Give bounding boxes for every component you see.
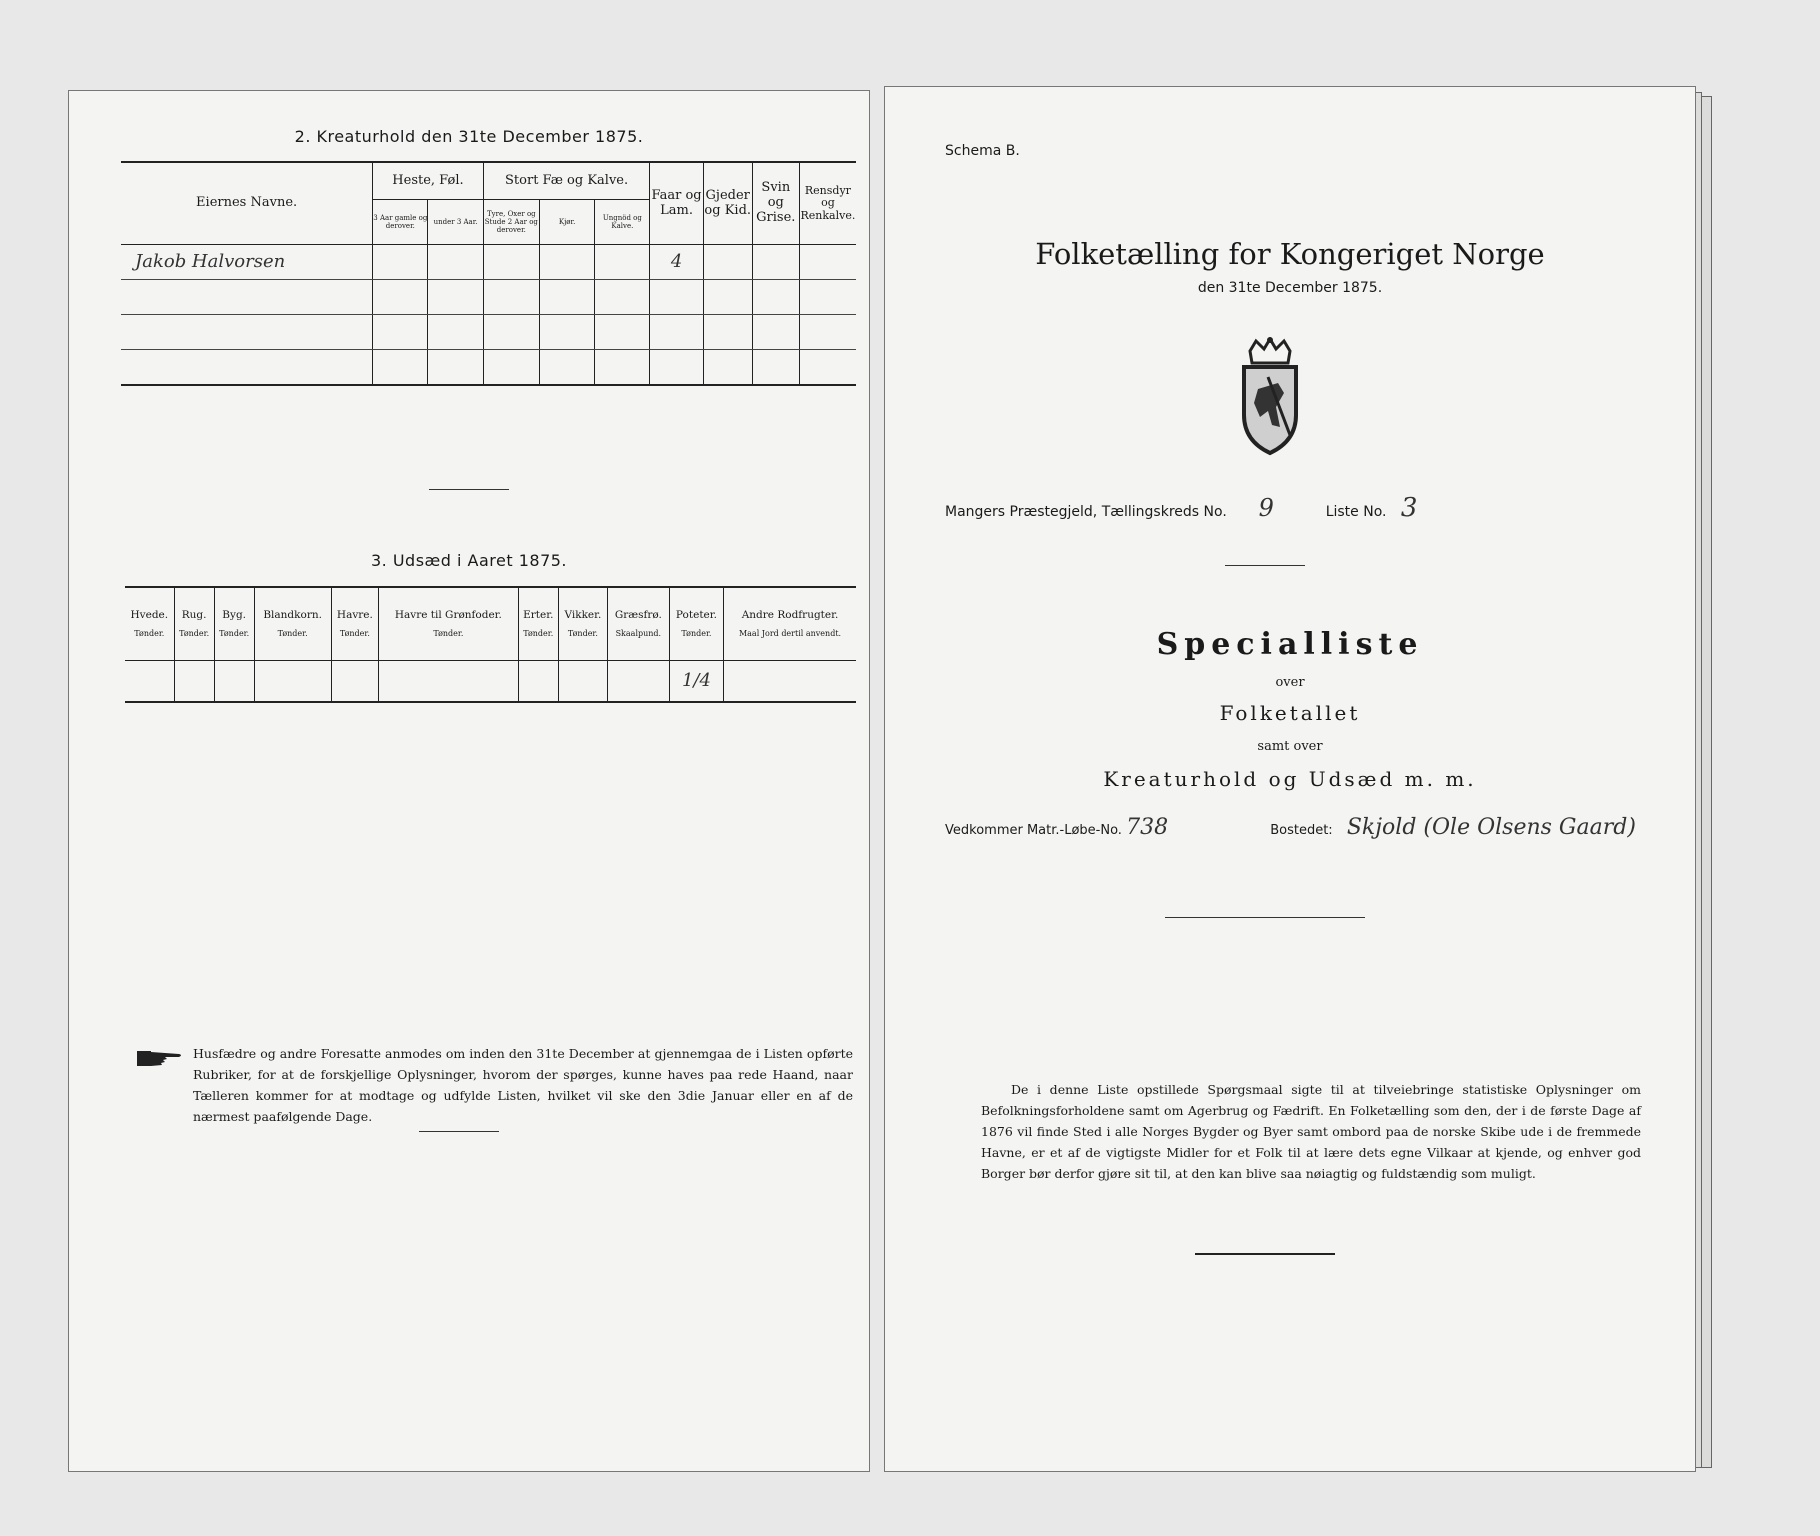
sowing-header [724, 587, 856, 661]
table-row [121, 245, 856, 280]
divider [419, 1131, 499, 1132]
folketallet-text: Folketallet [1219, 701, 1361, 725]
crop-unit: Tønder. [179, 629, 210, 639]
table-cell [799, 245, 856, 280]
crop-name: Rug. [181, 609, 207, 622]
table-cell [373, 315, 428, 350]
bosted-value: Skjold (Ole Olsens Gaard) [1346, 815, 1636, 840]
table-cell [373, 350, 428, 386]
table-cell [799, 280, 856, 315]
bosted-label: Bostedet: [1270, 823, 1333, 838]
table-cell [595, 350, 650, 386]
left-page [68, 90, 870, 1472]
table-cell [703, 315, 752, 350]
sowing-header [174, 587, 214, 661]
crop-unit: Maal Jord dertil anvendt. [738, 629, 842, 639]
crop-name: Andre Rodfrugter. [741, 609, 839, 622]
table-cell [483, 315, 539, 350]
pointing-hand-icon [135, 1046, 185, 1070]
crop-unit: Skaalpund. [615, 629, 662, 639]
parish-line [945, 493, 1417, 523]
table-cell [428, 315, 483, 350]
matr-value: 738 [1126, 815, 1169, 840]
kreaturhold-text: Kreaturhold og Udsæd m. m. [1103, 767, 1477, 791]
pigs-header: Svin og Grise. [752, 162, 799, 245]
crop-unit: Tønder. [523, 629, 554, 639]
table-cell [539, 245, 594, 280]
district-value: 9 [1258, 494, 1274, 522]
table-cell [752, 245, 799, 280]
crop-name: Havre til Grønfoder. [394, 609, 502, 622]
young-cattle-header: Ungnöd og Kalve. [595, 200, 650, 245]
table-cell [650, 350, 703, 386]
sheep-count: 4 [650, 245, 703, 280]
sowing-header [214, 587, 254, 661]
table-cell [703, 280, 752, 315]
table-cell [752, 350, 799, 386]
table-cell [539, 315, 594, 350]
sowing-value [518, 661, 558, 703]
sowing-table [125, 586, 856, 703]
sowing-value [607, 661, 669, 703]
over-text: over [1275, 675, 1305, 690]
crop-unit: Tønder. [219, 629, 250, 639]
table-cell [539, 280, 594, 315]
table-cell [595, 280, 650, 315]
crop-name: Erter. [523, 609, 554, 622]
table-cell [752, 280, 799, 315]
table-cell [121, 280, 373, 315]
table-cell [595, 245, 650, 280]
special-list-heading: Specialliste [1156, 627, 1424, 662]
table-cell [428, 245, 483, 280]
table-cell [483, 245, 539, 280]
table-row [121, 315, 856, 350]
sowing-value [724, 661, 856, 703]
instructions-note: Husfædre og andre Foresatte anmodes om inden den 31te December at gjennemgaa de i Listen opførte Rubriker, for at de forskjellige Oplysninger, hvorom der spørges, kunne haves paa rede Haand, naar Tælleren kommer for at modtage og udfylde Listen, hvilket vil ske den 3die Januar eller en af de nærmest paafølgende Dage. [193, 1046, 853, 1124]
horses-old-header: 3 Aar gamle og derover. [373, 200, 428, 245]
sowing-value-row [125, 661, 856, 703]
crop-name: Poteter. [675, 609, 717, 622]
table-row [121, 280, 856, 315]
list-value: 3 [1400, 493, 1418, 523]
parish-label: Mangers Præstegjeld, [945, 504, 1098, 520]
sowing-header [125, 587, 174, 661]
sowing-header [254, 587, 331, 661]
form-date: den 31te December 1875. [1197, 280, 1383, 296]
right-page [884, 86, 1696, 1472]
property-line [945, 815, 1636, 840]
sowing-header [607, 587, 669, 661]
table-cell [650, 280, 703, 315]
crop-unit: Tønder. [134, 629, 165, 639]
goats-header: Gjeder og Kid. [703, 162, 752, 245]
sowing-value [558, 661, 607, 703]
table-cell [373, 245, 428, 280]
matr-label: Vedkommer Matr.-Løbe-No. [945, 823, 1122, 838]
sowing-header [331, 587, 379, 661]
table-cell [650, 315, 703, 350]
divider [429, 489, 509, 490]
sowing-value [174, 661, 214, 703]
crop-name: Hvede. [130, 609, 169, 622]
divider [1165, 917, 1365, 918]
crop-name: Blandkorn. [263, 609, 322, 622]
sowing-header-row [125, 587, 856, 661]
crop-unit: Tønder. [277, 629, 308, 639]
livestock-table [121, 161, 856, 386]
table-cell [539, 350, 594, 386]
crop-name: Byg. [222, 609, 247, 622]
table-cell [483, 280, 539, 315]
samt-over-text: samt over [1257, 739, 1323, 754]
form-title: Folketælling for Kongeriget Norge [1035, 237, 1545, 271]
sowing-header [669, 587, 723, 661]
bulls-header: Tyre, Oxer og Stude 2 Aar og derover. [483, 200, 539, 245]
table-cell [121, 350, 373, 386]
horses-header: Heste, Føl. [373, 162, 484, 200]
crop-name: Vikker. [564, 609, 602, 622]
sowing-header [379, 587, 518, 661]
divider [1225, 565, 1305, 566]
explanatory-paragraph: De i denne Liste opstillede Spørgsmaal sigte til at tilveiebringe statistiske Oplysninger om Befolkningsforholdene samt om Agerbrug og Fædrift. En Folketælling som den, der i de første Dage af 1876 vil finde Sted i alle Norges Bygder og Byer samt ombord paa de norske Skibe ude i de fremmede Havne, er et af de vigtigste Midler for et Folk til at lære dets egne Vilkaar at kjende, og enhver god Borger bør derfor gjøre sit til, at den kan blive saa nøiagtig og fuldstændig som muligt. [981, 1082, 1641, 1181]
cattle-header: Stort Fæ og Kalve. [483, 162, 650, 200]
section-3-title: 3. Udsæd i Aaret 1875. [370, 551, 568, 570]
crop-name: Havre. [336, 609, 373, 622]
sowing-value: 1/4 [669, 661, 723, 703]
table-cell [373, 280, 428, 315]
cows-header: Kjør. [539, 200, 594, 245]
crop-unit: Tønder. [433, 629, 464, 639]
sowing-value [214, 661, 254, 703]
crop-unit: Tønder. [681, 629, 712, 639]
reindeer-header: Rensdyr og Renkalve. [799, 162, 856, 245]
table-cell [703, 245, 752, 280]
crop-unit: Tønder. [339, 629, 370, 639]
table-cell [703, 350, 752, 386]
horses-young-header: under 3 Aar. [428, 200, 483, 245]
table-cell [799, 350, 856, 386]
table-cell [483, 350, 539, 386]
schema-label: Schema B. [945, 143, 1020, 159]
sheep-header: Faar og Lam. [650, 162, 703, 245]
crop-name: Græsfrø. [614, 609, 662, 622]
sowing-header [518, 587, 558, 661]
norwegian-coat-of-arms-icon [1220, 337, 1320, 457]
table-cell [121, 315, 373, 350]
table-cell [752, 315, 799, 350]
owner-header: Eiernes Navne. [121, 162, 373, 245]
district-label: Tællingskreds No. [1101, 504, 1227, 520]
table-cell [428, 280, 483, 315]
owner-name: Jakob Halvorsen [121, 245, 373, 280]
table-cell [428, 350, 483, 386]
sowing-value [331, 661, 379, 703]
sowing-value [125, 661, 174, 703]
section-2-title: 2. Kreaturhold den 31te December 1875. [294, 127, 644, 146]
sowing-value [379, 661, 518, 703]
crop-unit: Tønder. [567, 629, 598, 639]
table-cell [595, 315, 650, 350]
divider [1195, 1253, 1335, 1255]
sowing-header [558, 587, 607, 661]
table-row [121, 350, 856, 386]
sowing-value [254, 661, 331, 703]
table-cell [799, 315, 856, 350]
list-label: Liste No. [1325, 504, 1387, 520]
